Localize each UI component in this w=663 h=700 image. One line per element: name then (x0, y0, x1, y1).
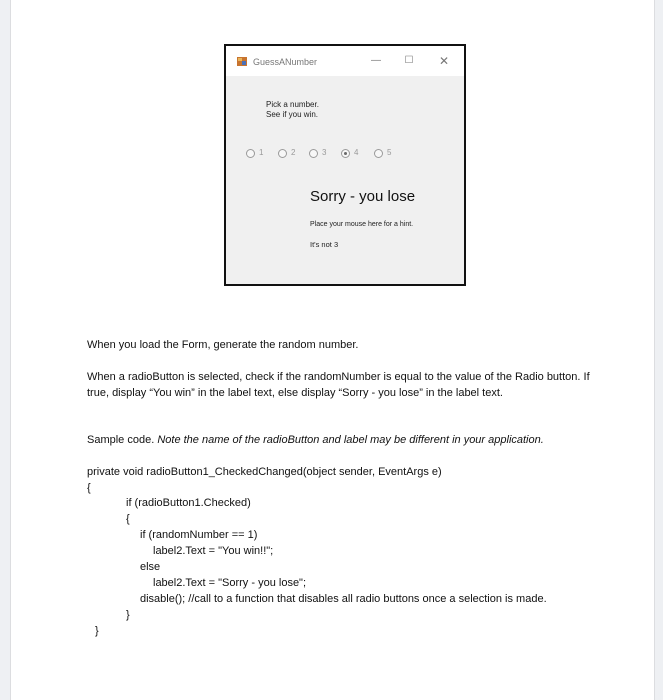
app-icon (237, 57, 247, 66)
radio-circle (374, 149, 383, 158)
hint-label: It's not 3 (310, 240, 339, 249)
code-line-6: label2.Text = "You win!!"; (153, 545, 274, 557)
radio-circle (246, 149, 255, 158)
radio-label: 4 (354, 148, 359, 157)
sample-code-intro: Sample code. (87, 434, 158, 446)
code-line-11: } (95, 625, 99, 637)
code-line-9: disable(); //call to a function that disables all radio buttons once a selection is made. (140, 593, 547, 605)
radio-label: 3 (322, 148, 327, 157)
minimize-icon[interactable]: — (371, 55, 381, 66)
document-page (10, 0, 655, 700)
code-line-7: else (140, 561, 161, 573)
code-line-4: { (126, 513, 130, 525)
paragraph-load-form: When you load the Form, generate the random number. (87, 339, 359, 351)
close-icon[interactable]: ✕ (438, 54, 450, 68)
radio-label: 5 (387, 148, 392, 157)
code-line-3: if (radioButton1.Checked) (126, 497, 251, 509)
result-label: Sorry - you lose (310, 188, 416, 205)
hint-prompt-label[interactable]: Place your mouse here for a hint. (310, 221, 414, 228)
code-line-5: if (randomNumber == 1) (140, 529, 258, 541)
window-titlebar (226, 46, 464, 76)
code-line-10: } (126, 609, 130, 621)
instruction-line-2: See if you win. (266, 110, 319, 119)
code-line-1: private void radioButton1_CheckedChanged(object sender, EventArgs e) (87, 466, 442, 478)
paragraph-radio-logic: When a radioButton is selected, check if the randomNumber is equal to the value of the Radio button. If true, display “You win” in the label text, else display “Sorry - you lose” in the label text. (87, 371, 590, 399)
maximize-icon[interactable]: ☐ (404, 55, 414, 66)
code-line-8: label2.Text = "Sorry - you lose"; (153, 577, 307, 589)
radio-circle (341, 149, 350, 158)
radio-circle (309, 149, 318, 158)
radio-label: 1 (259, 148, 264, 157)
paragraph-sample-code (87, 432, 544, 448)
guess-a-number-window-screenshot (224, 44, 466, 286)
window-title: GuessANumber (253, 57, 318, 67)
sample-code-note: Note the name of the radioButton and label may be different in your application. (157, 434, 544, 446)
instruction-label (266, 100, 319, 120)
radio-circle (278, 149, 287, 158)
code-line-2: { (87, 482, 91, 494)
instruction-line-1: Pick a number. (266, 100, 319, 109)
radio-label: 2 (291, 148, 296, 157)
